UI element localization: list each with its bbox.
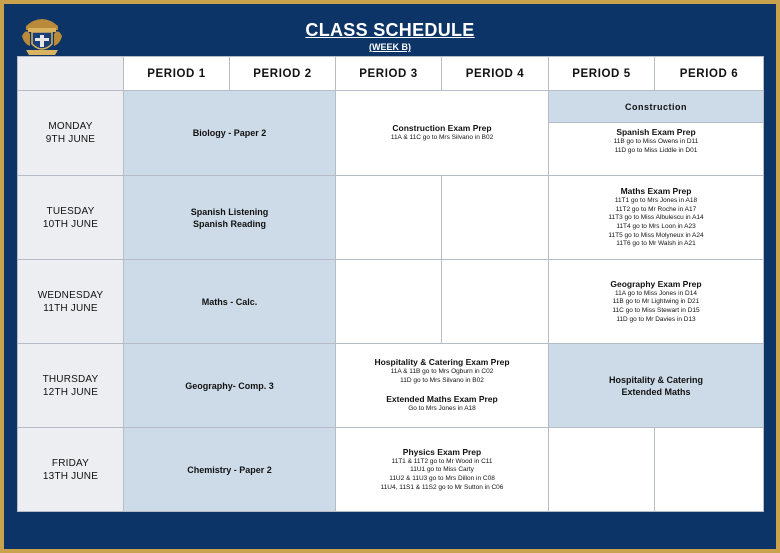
prep-line: 11T1 go to Mrs Jones in A18 xyxy=(614,197,698,205)
day-label xyxy=(18,428,124,512)
exam-title: Chemistry - Paper 2 xyxy=(187,464,272,475)
exam-cell xyxy=(124,428,336,512)
prep-line: Go to Mrs Jones in A18 xyxy=(408,405,476,413)
prep-line: 11A & 11C go to Mrs Silvano in B02 xyxy=(390,134,494,142)
schedule-table xyxy=(17,56,764,512)
prep-line: 11T3 go to Miss Albulescu in A14 xyxy=(608,214,704,222)
day-name: TUESDAY xyxy=(46,205,95,217)
day-date: 13TH JUNE xyxy=(42,470,99,482)
day-name: THURSDAY xyxy=(42,373,99,385)
split-cell xyxy=(549,91,764,176)
prep-line: 11T5 go to Miss Molyneux in A24 xyxy=(608,231,704,239)
empty-cell xyxy=(336,176,442,260)
prep-title: Spanish Exam Prep xyxy=(616,127,696,137)
day-label xyxy=(18,91,124,176)
period-header-row xyxy=(18,57,764,91)
prep-line: 11D go to Mrs Silvano in B02 xyxy=(400,376,484,384)
period-header: PERIOD 2 xyxy=(230,57,336,91)
exam-cell xyxy=(549,344,764,428)
day-date: 12TH JUNE xyxy=(42,386,99,398)
exam-title: Spanish Listening xyxy=(190,206,269,217)
prep-line: 11D go to Mr Davies in D13 xyxy=(616,315,696,323)
prep-line: 11B go to Mr Lightwing in D21 xyxy=(612,298,700,306)
prep-line: 11T2 go to Mr Roche in A17 xyxy=(615,205,697,213)
prep-line: 11U2 & 11U3 go to Mrs Dillon in C08 xyxy=(389,475,495,482)
day-row-wednesday xyxy=(18,260,764,344)
prep-line: 11T4 go to Mrs Loon in A23 xyxy=(616,223,696,230)
day-label xyxy=(18,260,124,344)
day-label xyxy=(18,176,124,260)
period-header: PERIOD 6 xyxy=(655,57,764,91)
exam-title: Geography- Comp. 3 xyxy=(185,380,274,391)
day-row-tuesday xyxy=(18,176,764,260)
page-title: CLASS SCHEDULE xyxy=(305,20,475,40)
empty-cell xyxy=(336,260,442,344)
prep-line: 11T1 & 11T2 go to Mr Wood in C11 xyxy=(391,457,493,465)
prep-cell xyxy=(549,260,764,344)
exam-title: Extended Maths xyxy=(621,386,691,397)
prep-title: Physics Exam Prep xyxy=(402,446,482,457)
empty-cell xyxy=(549,428,655,512)
prep-line: 11D go to Miss Liddle in D01 xyxy=(614,146,698,154)
prep-title: Extended Maths Exam Prep xyxy=(386,394,498,405)
exam-title: Spanish Reading xyxy=(192,218,266,229)
exam-title: Construction xyxy=(625,101,687,112)
corner-cell xyxy=(18,57,124,91)
day-row-friday xyxy=(18,428,764,512)
empty-cell xyxy=(442,260,549,344)
prep-line: 11U1 go to Miss Carty xyxy=(410,466,474,474)
day-name: MONDAY xyxy=(48,121,93,132)
prep-line: 11A & 11B go to Mrs Ogburn in C02 xyxy=(390,368,494,376)
prep-cell xyxy=(336,91,549,176)
exam-cell xyxy=(124,344,336,428)
day-date: 11TH JUNE xyxy=(43,302,98,314)
day-name: WEDNESDAY xyxy=(37,289,104,301)
day-date: 9TH JUNE xyxy=(45,134,96,145)
period-header: PERIOD 3 xyxy=(336,57,442,91)
prep-cell xyxy=(336,344,549,428)
day-label xyxy=(18,344,124,428)
prep-line: 11U4, 11S1 & 11S2 go to Mr Sutton in C06 xyxy=(380,483,504,491)
exam-title: Maths - Calc. xyxy=(201,296,258,307)
period-header: PERIOD 5 xyxy=(549,57,655,91)
exam-cell xyxy=(124,176,336,260)
exam-cell xyxy=(124,260,336,344)
exam-title: Biology - Paper 2 xyxy=(192,128,267,138)
exam-title: Hospitality & Catering xyxy=(608,374,703,385)
prep-line: 11C go to Miss Stewart in D15 xyxy=(612,307,700,314)
period-header: PERIOD 1 xyxy=(124,57,230,91)
prep-line: 11B go to Miss Owens in D11 xyxy=(613,138,699,145)
prep-title: Construction Exam Prep xyxy=(392,123,492,134)
empty-cell xyxy=(655,428,764,512)
day-date: 10TH JUNE xyxy=(42,218,99,230)
schedule-frame xyxy=(4,4,776,549)
exam-cell xyxy=(124,91,336,176)
period-header: PERIOD 4 xyxy=(442,57,549,91)
prep-cell xyxy=(549,176,764,260)
day-row-thursday xyxy=(18,344,764,428)
prep-line: 11T6 go to Mr Walsh in A21 xyxy=(616,240,696,248)
prep-title: Hospitality & Catering Exam Prep xyxy=(374,357,510,368)
prep-cell xyxy=(336,428,549,512)
empty-cell xyxy=(442,176,549,260)
day-name: FRIDAY xyxy=(51,457,90,469)
prep-title: Maths Exam Prep xyxy=(620,186,692,197)
prep-line: 11A go to Miss Jones in D14 xyxy=(615,289,697,297)
prep-title: Geography Exam Prep xyxy=(610,278,702,289)
day-row-monday xyxy=(18,91,764,176)
page-subtitle: (WEEK B) xyxy=(369,42,411,52)
